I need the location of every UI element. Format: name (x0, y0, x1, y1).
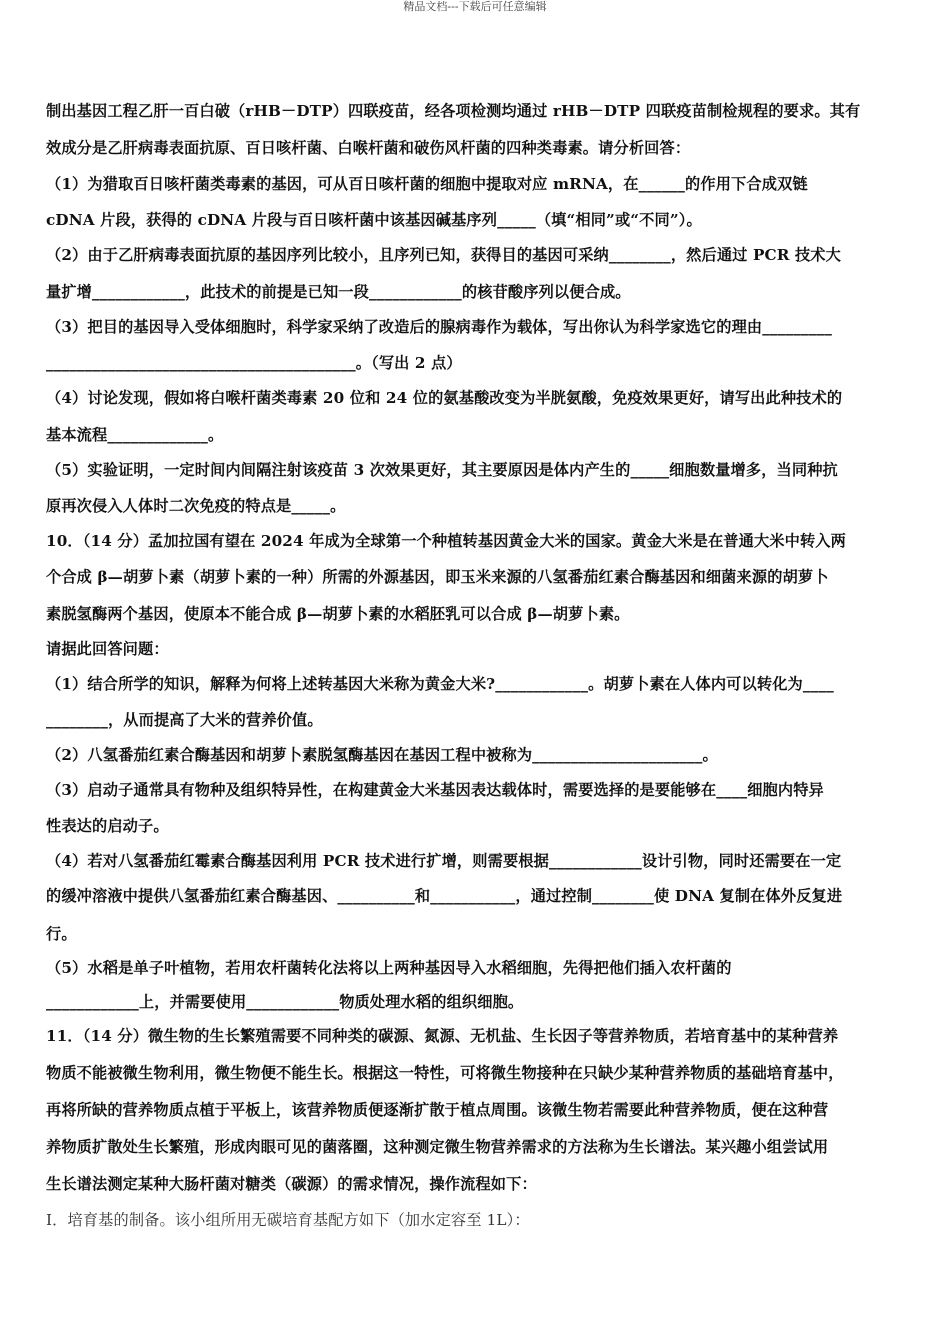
text-line: 效成分是乙肝病毒表面抗原、百日咳杆菌、白喉杆菌和破伤风杆菌的四种类毒素。请分析回答： (46, 139, 691, 157)
page-header: 精品文档---下载后可任意编辑 (403, 0, 547, 13)
text-line: （4）讨论发现，假如将白喉杆菌类毒素 20 位和 24 位的氨基酸改变为半胱氨酸，免疫效果更好，请写出此种技术的 (46, 389, 843, 407)
text-line: ____________上，并需要使用____________物质处理水稻的组织细胞。 (46, 993, 524, 1011)
text-line: 素脱氢酶两个基因，使原本不能合成 β—胡萝卜素的水稻胚乳可以合成 β—胡萝卜素。 (46, 605, 630, 623)
text-line: 生长谱法测定某种大肠杆菌对糖类（碳源）的需求情况，操作流程如下： (46, 1175, 537, 1193)
text-line: （3）启动子通常具有物种及组织特异性，在构建黄金大米基因表达载体时，需要选择的是要能够在____细胞内特异 (46, 781, 824, 799)
text-line: 基本流程_____________。 (46, 426, 224, 444)
question-11-line: 11．（14 分）微生物的生长繁殖需要不同种类的碳源、氮源、无机盐、生长因子等营养物质，若培育基中的某种营养 (46, 1027, 839, 1045)
text-line: ________，从而提高了大米的营养价值。 (46, 711, 323, 729)
text-line: 请据此回答问题： (46, 640, 169, 658)
text-line: （2）由于乙肝病毒表面抗原的基因序列比较小，且序列已知，获得目的基因可采纳________，然后通过 PCR 技术大 (46, 246, 841, 264)
text-line: 原再次侵入人体时二次免疫的特点是_____。 (46, 497, 346, 515)
text-line: 养物质扩散处生长繁殖，形成肉眼可见的菌落圈，这种测定微生物营养需求的方法称为生长谱法。某兴趣小组尝试用 (46, 1138, 829, 1156)
text-line: （5）水稻是单子叶植物，若用农杆菌转化法将以上两种基因导入水稻细胞，先得把他们插入农杆菌的 (46, 959, 732, 977)
text-line: （1）为猎取百日咳杆菌类毒素的基因，可从百日咳杆菌的细胞中提取对应 mRNA，在______的作用下合成双链 (46, 175, 808, 193)
text-line: cDNA 片段，获得的 cDNA 片段与百日咳杆菌中该基因碱基序列_____（填“相同”或“不同”）。 (46, 211, 702, 229)
text-line: 个合成 β—胡萝卜素（胡萝卜素的一种）所需的外源基因，即玉米来源的八氢番茄红素合酶基因和细菌来源的胡萝卜 (46, 568, 829, 586)
text-line: （3）把目的基因导入受体细胞时，科学家采纳了改造后的腺病毒作为载体，写出你认为科学家选它的理由_________ (46, 318, 832, 336)
text-line: ________________________________________。（写出 2 点） (46, 354, 462, 372)
text-line: 行。 (46, 925, 77, 943)
text-line: （4）若对八氢番茄红霉素合酶基因利用 PCR 技术进行扩增，则需要根据____________设计引物，同时还需要在一定 (46, 852, 842, 870)
text-line: 量扩增____________，此技术的前提是已知一段____________的核苷酸序列以便合成。 (46, 283, 631, 301)
question-10-line: 10．（14 分）孟加拉国有望在 2024 年成为全球第一个种植转基因黄金大米的国家。黄金大米是在普通大米中转入两 (46, 532, 846, 550)
text-line: 制出基因工程乙肝一百白破（rHB－DTP）四联疫苗，经各项检测均通过 rHB－DTP 四联疫苗制检规程的要求。其有 (46, 102, 861, 120)
text-line: I．培育基的制备。该小组所用无碳培育基配方如下（加水定容至 1L）： (46, 1211, 530, 1229)
text-line: 再将所缺的营养物质点植于平板上，该营养物质便逐渐扩散于植点周围。该微生物若需要此种营养物质，便在这种营 (46, 1101, 829, 1119)
text-line: 性表达的启动子。 (46, 817, 169, 835)
text-line: （2）八氢番茄红素合酶基因和胡萝卜素脱氢酶基因在基因工程中被称为______________________。 (46, 746, 718, 764)
text-line: （5）实验证明，一定时间内间隔注射该疫苗 3 次效果更好，其主要原因是体内产生的_____细胞数量增多，当同种抗 (46, 461, 838, 479)
text-line: 的缓冲溶液中提供八氢番茄红素合酶基因、__________和___________，通过控制________使 DNA 复制在体外反复进 (46, 887, 843, 905)
text-line: （1）结合所学的知识，解释为何将上述转基因大米称为黄金大米?____________。胡萝卜素在人体内可以转化为____ (46, 675, 834, 693)
text-line: 物质不能被微生物利用，微生物便不能生长。根据这一特性，可将微生物接种在只缺少某种营养物质的基础培育基中， (46, 1064, 844, 1082)
